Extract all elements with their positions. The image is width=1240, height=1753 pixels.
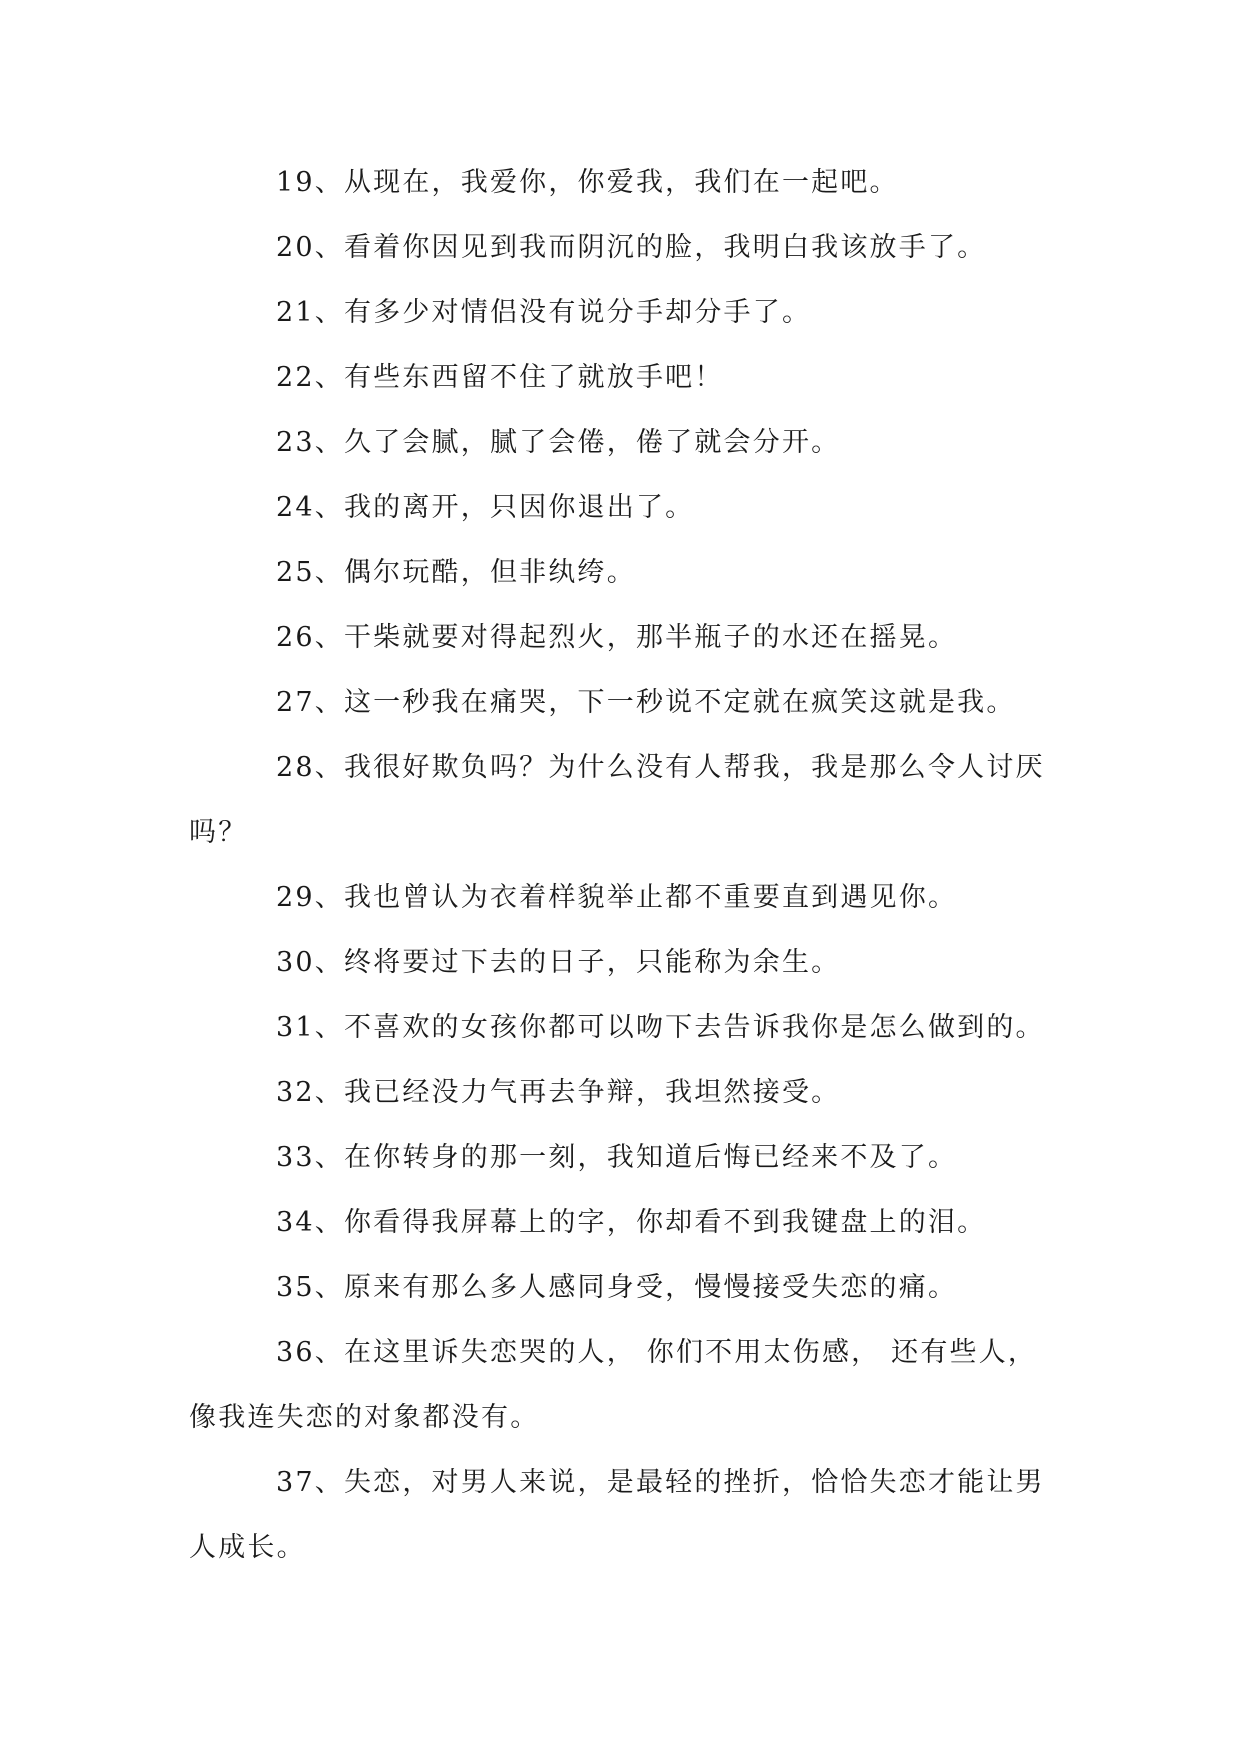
paragraph-23: 23、久了会腻，腻了会倦，倦了就会分开。: [276, 427, 841, 458]
paragraph-37: 37、失恋，对男人来说，是最轻的挫折，恰恰失恋才能让男人成长。: [189, 1467, 1045, 1563]
paragraph-34: 34、你看得我屏幕上的字，你却看不到我键盘上的泪。: [276, 1207, 987, 1238]
paragraph-33: 33、在你转身的那一刻，我知道后悔已经来不及了。: [276, 1142, 958, 1173]
paragraph-21: 21、有多少对情侣没有说分手却分手了。: [276, 297, 812, 328]
paragraph-30: 30、终将要过下去的日子，只能称为余生。: [276, 947, 841, 978]
paragraph-25: 25、偶尔玩酷，但非纨绔。: [276, 557, 636, 588]
paragraph-29: 29、我也曾认为衣着样貌举止都不重要直到遇见你。: [276, 882, 958, 913]
paragraph-36: 36、在这里诉失恋哭的人， 你们不用太伤感， 还有些人，像我连失恋的对象都没有。: [189, 1337, 1038, 1433]
paragraph-31: 31、不喜欢的女孩你都可以吻下去告诉我你是怎么做到的。: [276, 1012, 1045, 1043]
paragraph-22: 22、有些东西留不住了就放手吧！: [276, 362, 724, 393]
document-body: [189, 150, 1053, 1580]
paragraph-35: 35、原来有那么多人感同身受，慢慢接受失恋的痛。: [276, 1272, 958, 1303]
paragraph-19: 19、从现在，我爱你，你爱我，我们在一起吧。: [276, 167, 899, 198]
paragraph-24: 24、我的离开，只因你退出了。: [276, 492, 695, 523]
paragraph-27: 27、这一秒我在痛哭，下一秒说不定就在疯笑这就是我。: [276, 687, 1016, 718]
paragraph-32: 32、我已经没力气再去争辩，我坦然接受。: [276, 1077, 841, 1108]
paragraph-20: 20、看着你因见到我而阴沉的脸，我明白我该放手了。: [276, 232, 987, 263]
paragraph-28: 28、我很好欺负吗？为什么没有人帮我，我是那么令人讨厌吗？: [189, 752, 1045, 848]
paragraph-26: 26、干柴就要对得起烈火，那半瓶子的水还在摇晃。: [276, 622, 958, 653]
